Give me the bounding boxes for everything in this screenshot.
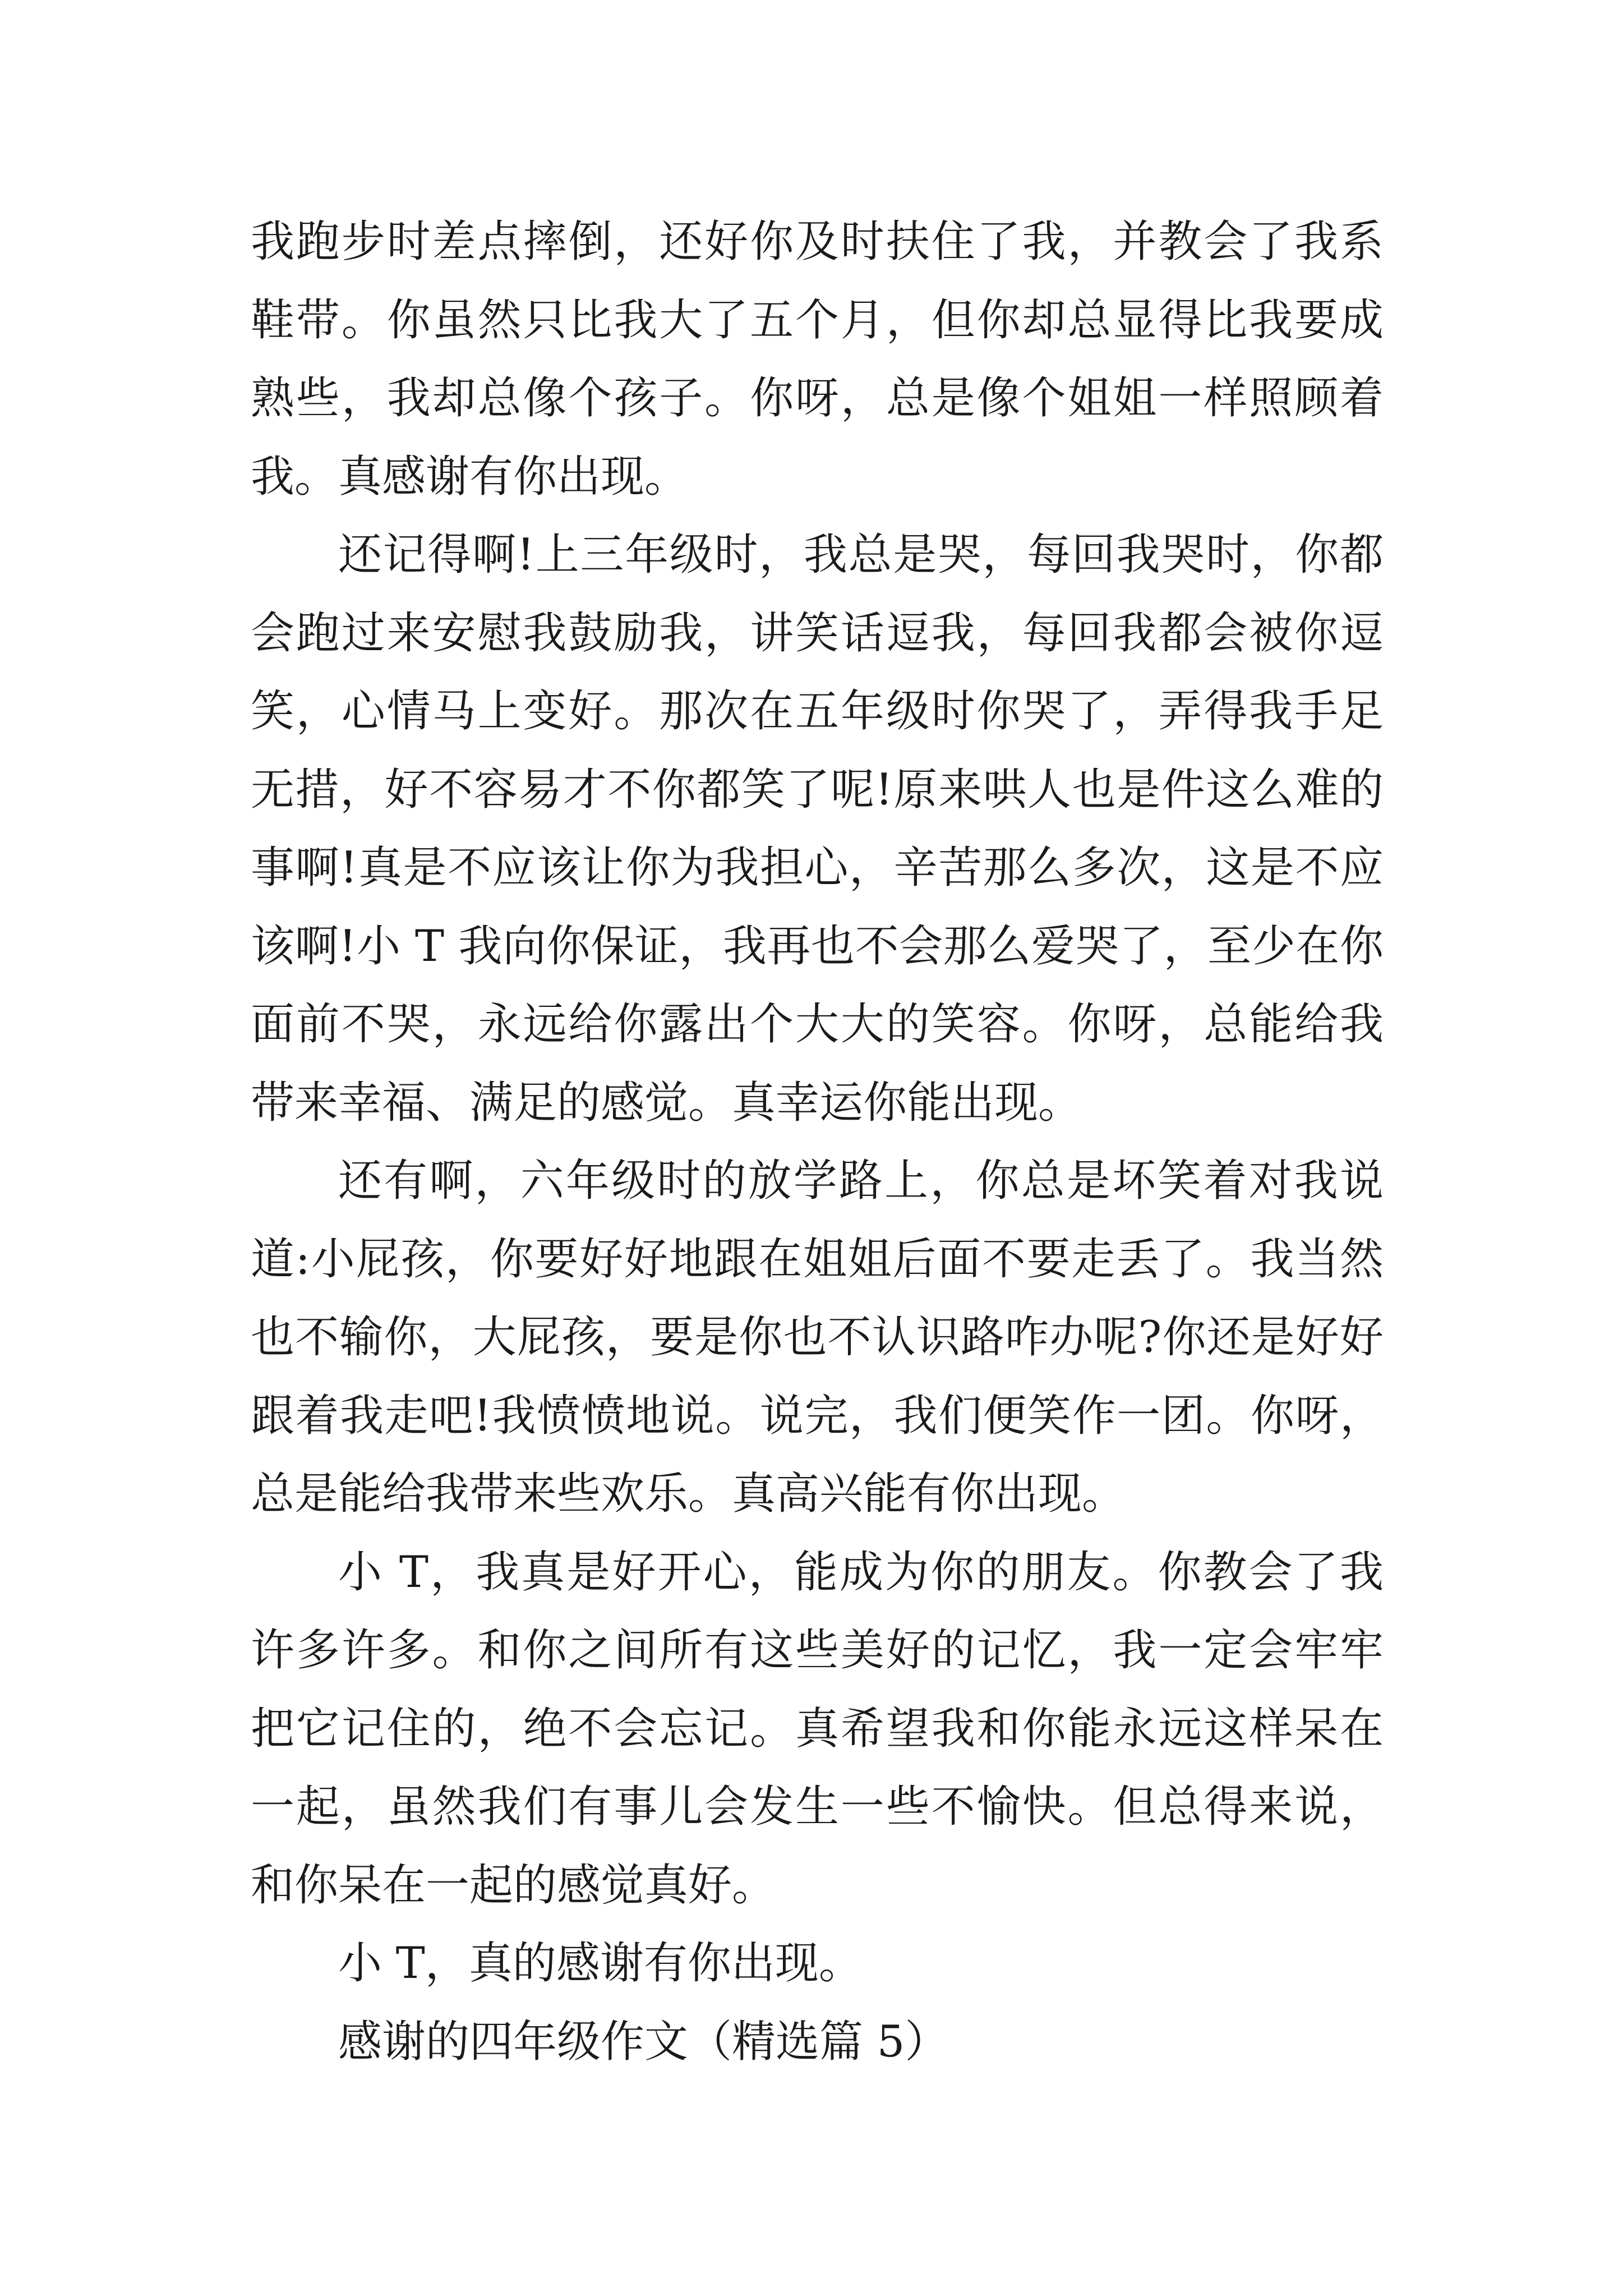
paragraph-3: 还有啊，六年级时的放学路上，你总是坏笑着对我说道:小屁孩，你要好好地跟在姐姐后面不要走丢了。我当然也不输你，大屁孩，要是你也不认识路咋办呢?你还是好好跟着我走吧!我愤愤地说。说完，我们便笑作一团。你呀，总是能给我带来些欢乐。真高兴能有你出现。 — [251, 1156, 1384, 1519]
paragraph-4: 小 T，我真是好开心，能成为你的朋友。你教会了我许多许多。和你之间所有这些美好的记忆，我一定会牢牢把它记住的，绝不会忘记。真希望我和你能永远这样呆在一起，虽然我们有事儿会发生一些不愉快。但总得来说，和你呆在一起的感觉真好。 — [251, 1547, 1384, 1911]
paragraph-2: 还记得啊!上三年级时，我总是哭，每回我哭时，你都会跑过来安慰我鼓励我，讲笑话逗我，每回我都会被你逗笑，心情马上变好。那次在五年级时你哭了，弄得我手足无措，好不容易才不你都笑了呢!原来哄人也是件这么难的事啊!真是不应该让你为我担心，辛苦那么多次，这是不应该啊!小 T 我向你保证，我再也不会那么爱哭了，至少在你面前不哭，永远给你露出个大大的笑容。你呀，总能给我带来幸福、满足的感觉。真幸运你能出现。 — [251, 530, 1384, 1128]
section-heading: 感谢的四年级作文（精选篇 5） — [338, 2016, 949, 2067]
document-body — [251, 203, 1384, 2081]
paragraph-5: 小 T，真的感谢有你出现。 — [338, 1938, 863, 1989]
paragraph-1: 我跑步时差点摔倒，还好你及时扶住了我，并教会了我系鞋带。你虽然只比我大了五个月，但你却总显得比我要成熟些，我却总像个孩子。你呀，总是像个姐姐一样照顾着我。真感谢有你出现。 — [251, 217, 1384, 502]
